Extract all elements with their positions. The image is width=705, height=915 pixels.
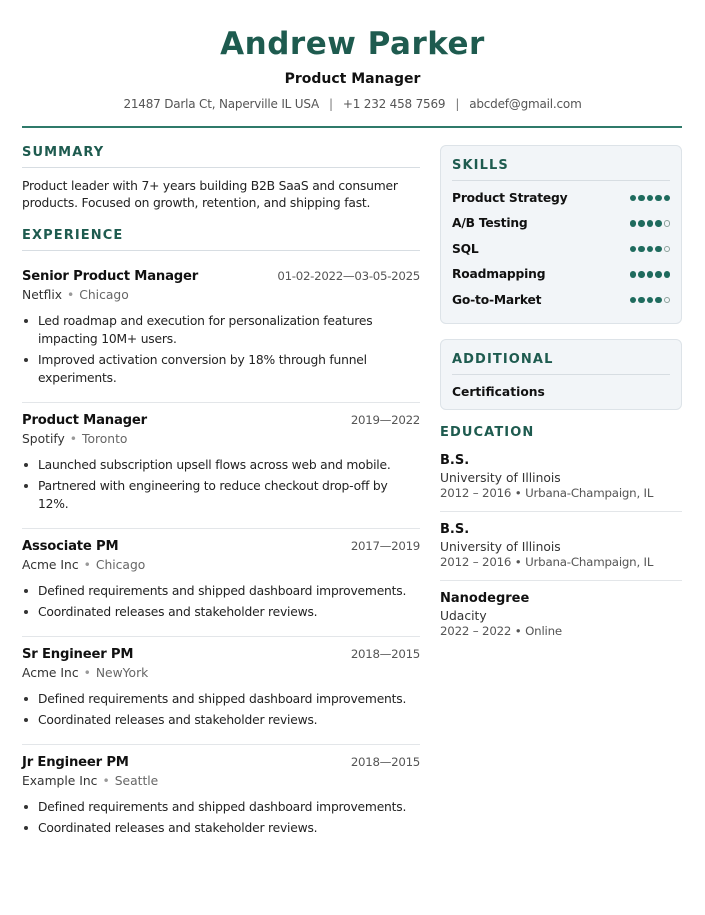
- education-meta: 2012 – 2016 • Urbana-Champaign, IL: [440, 485, 654, 500]
- skill-row: [452, 236, 670, 262]
- additional-list: [452, 384, 670, 400]
- job-header: [22, 755, 420, 770]
- education-list: [440, 452, 682, 649]
- skill-dot-filled: [647, 220, 654, 227]
- skill-level-dots: [630, 195, 671, 202]
- job-bullets: [22, 456, 420, 513]
- skill-dot-filled: [655, 271, 662, 278]
- job-title: Senior Product Manager: [22, 269, 199, 284]
- section-title-summary: SUMMARY: [22, 145, 105, 160]
- job-location: Toronto: [82, 432, 128, 446]
- job-bullets: [22, 312, 420, 387]
- education-school: Udacity: [440, 608, 487, 623]
- job-entry: [22, 539, 420, 637]
- header-divider: [22, 126, 682, 128]
- skill-dot-empty: [664, 297, 671, 304]
- phone: +1 232 458 7569: [342, 97, 446, 111]
- skill-level-dots: [630, 271, 671, 278]
- skill-dot-empty: [664, 220, 671, 227]
- job-company-line: [22, 287, 420, 303]
- job-title: Product Manager: [22, 413, 147, 428]
- skill-dot-filled: [664, 271, 671, 278]
- job-company: Spotify: [22, 432, 65, 446]
- education-entry: [440, 521, 682, 581]
- skill-row: [452, 287, 670, 313]
- job-bullets: [22, 582, 420, 621]
- education-degree: B.S.: [440, 452, 470, 468]
- contact-separator: |: [455, 97, 460, 111]
- skill-name: SQL: [452, 241, 479, 256]
- job-company: Acme Inc: [22, 666, 79, 680]
- skill-dot-filled: [630, 195, 637, 202]
- skill-name: A/B Testing: [452, 216, 528, 231]
- education-meta: 2022 – 2022 • Online: [440, 623, 562, 638]
- skill-dot-filled: [655, 246, 662, 253]
- job-bullets: [22, 798, 420, 837]
- job-bullet: Defined requirements and shipped dashboard improvements.: [22, 690, 420, 708]
- job-dates: 2018—2015: [350, 755, 420, 769]
- summary-text: Product leader with 7+ years building B2B SaaS and consumer products. Focused on growth, retention, and shipping fast.: [22, 179, 398, 210]
- skill-dot-filled: [647, 297, 654, 304]
- job-header: [22, 539, 420, 554]
- job-bullet: Launched subscription upsell flows across web and mobile.: [22, 456, 420, 474]
- education-school: University of Illinois: [440, 539, 561, 554]
- contact-line: [0, 96, 705, 112]
- job-bullet: Defined requirements and shipped dashboard improvements.: [22, 582, 420, 600]
- skill-name: Roadmapping: [452, 267, 546, 282]
- separator-dot: •: [67, 288, 75, 302]
- job-entry: [22, 755, 420, 852]
- section-title-skills: SKILLS: [452, 158, 509, 173]
- skill-level-dots: [630, 297, 671, 304]
- job-company: Acme Inc: [22, 558, 79, 572]
- section-divider: [452, 180, 670, 181]
- skill-dot-filled: [630, 246, 637, 253]
- job-bullet: Coordinated releases and stakeholder reviews.: [22, 819, 420, 837]
- address: 21487 Darla Ct, Naperville IL USA: [123, 97, 320, 111]
- skill-dot-filled: [630, 271, 637, 278]
- job-dates: 2019—2022: [350, 413, 420, 427]
- skill-list: [452, 185, 670, 313]
- section-title-experience: EXPERIENCE: [22, 228, 124, 243]
- education-entry: [440, 590, 682, 649]
- resume-header: [0, 0, 705, 112]
- separator-dot: •: [83, 558, 91, 572]
- education-entry: [440, 452, 682, 512]
- job-title: Associate PM: [22, 539, 119, 554]
- job-location: Seattle: [114, 774, 159, 788]
- skill-dot-filled: [638, 220, 645, 227]
- skill-level-dots: [630, 220, 671, 227]
- skill-row: [452, 211, 670, 237]
- job-list: [22, 269, 420, 852]
- separator-dot: •: [69, 432, 78, 446]
- skill-row: [452, 262, 670, 288]
- job-bullet: Coordinated releases and stakeholder reviews.: [22, 711, 420, 729]
- section-divider: [22, 250, 420, 251]
- job-location: NewYork: [95, 666, 149, 680]
- skills-card: [440, 145, 682, 324]
- skill-name: Product Strategy: [452, 190, 568, 205]
- skill-level-dots: [630, 246, 671, 253]
- additional-card: [440, 339, 682, 410]
- skill-dot-filled: [655, 195, 662, 202]
- job-dates: 2017—2019: [350, 539, 420, 553]
- job-bullet: Coordinated releases and stakeholder reviews.: [22, 603, 420, 621]
- job-entry: [22, 413, 420, 529]
- skill-dot-filled: [638, 271, 645, 278]
- job-bullet: Improved activation conversion by 18% through funnel experiments.: [22, 351, 420, 387]
- job-title: Jr Engineer PM: [22, 755, 129, 770]
- skill-dot-filled: [638, 195, 645, 202]
- job-entry: [22, 647, 420, 745]
- job-company: Example Inc: [22, 774, 98, 788]
- education-degree: B.S.: [440, 521, 470, 537]
- right-column: [440, 145, 682, 658]
- summary-section: [22, 145, 420, 212]
- left-column: [22, 145, 420, 862]
- job-location: Chicago: [95, 558, 146, 572]
- skill-dot-filled: [647, 271, 654, 278]
- skill-dot-filled: [664, 195, 671, 202]
- job-location: Chicago: [79, 288, 129, 302]
- job-bullet: Partnered with engineering to reduce checkout drop-off by 12%.: [22, 477, 420, 513]
- skill-row: [452, 185, 670, 211]
- job-title: Sr Engineer PM: [22, 647, 134, 662]
- skill-name: Go-to-Market: [452, 292, 542, 307]
- section-title-additional: ADDITIONAL: [452, 351, 554, 367]
- contact-separator: |: [329, 97, 333, 111]
- additional-item: Certifications: [452, 384, 545, 399]
- candidate-role: Product Manager: [284, 71, 421, 87]
- job-company-line: [22, 557, 420, 573]
- education-school: University of Illinois: [440, 470, 561, 485]
- separator-dot: •: [102, 774, 110, 788]
- skill-dot-filled: [647, 195, 654, 202]
- education-section: [440, 425, 682, 649]
- experience-section: [22, 228, 420, 852]
- skill-dot-filled: [655, 297, 662, 304]
- education-degree: Nanodegree: [440, 590, 530, 606]
- skill-dot-empty: [664, 246, 671, 253]
- skill-dot-filled: [638, 246, 645, 253]
- job-bullet: Defined requirements and shipped dashboard improvements.: [22, 798, 420, 816]
- job-header: [22, 413, 420, 428]
- job-dates: 2018—2015: [350, 647, 420, 661]
- job-company-line: [22, 665, 420, 681]
- job-dates: 01-02-2022—03-05-2025: [277, 269, 420, 283]
- skill-dot-filled: [630, 220, 637, 227]
- email[interactable]: abcdef@gmail.com: [469, 97, 582, 111]
- job-header: [22, 269, 420, 284]
- section-divider: [22, 167, 420, 168]
- job-bullet: Led roadmap and execution for personalization features impacting 10M+ users.: [22, 312, 420, 348]
- separator-dot: •: [83, 666, 91, 680]
- skill-dot-filled: [630, 297, 637, 304]
- skill-dot-filled: [655, 220, 662, 227]
- education-meta: 2012 – 2016 • Urbana-Champaign, IL: [440, 554, 654, 569]
- skill-dot-filled: [638, 297, 645, 304]
- job-header: [22, 647, 420, 662]
- skill-dot-filled: [647, 246, 654, 253]
- job-company: Netflix: [22, 288, 63, 302]
- job-company-line: [22, 431, 420, 447]
- job-company-line: [22, 773, 420, 789]
- section-divider: [452, 374, 670, 375]
- section-title-education: EDUCATION: [440, 424, 535, 440]
- job-entry: [22, 269, 420, 403]
- job-bullets: [22, 690, 420, 729]
- candidate-name: Andrew Parker: [220, 26, 485, 62]
